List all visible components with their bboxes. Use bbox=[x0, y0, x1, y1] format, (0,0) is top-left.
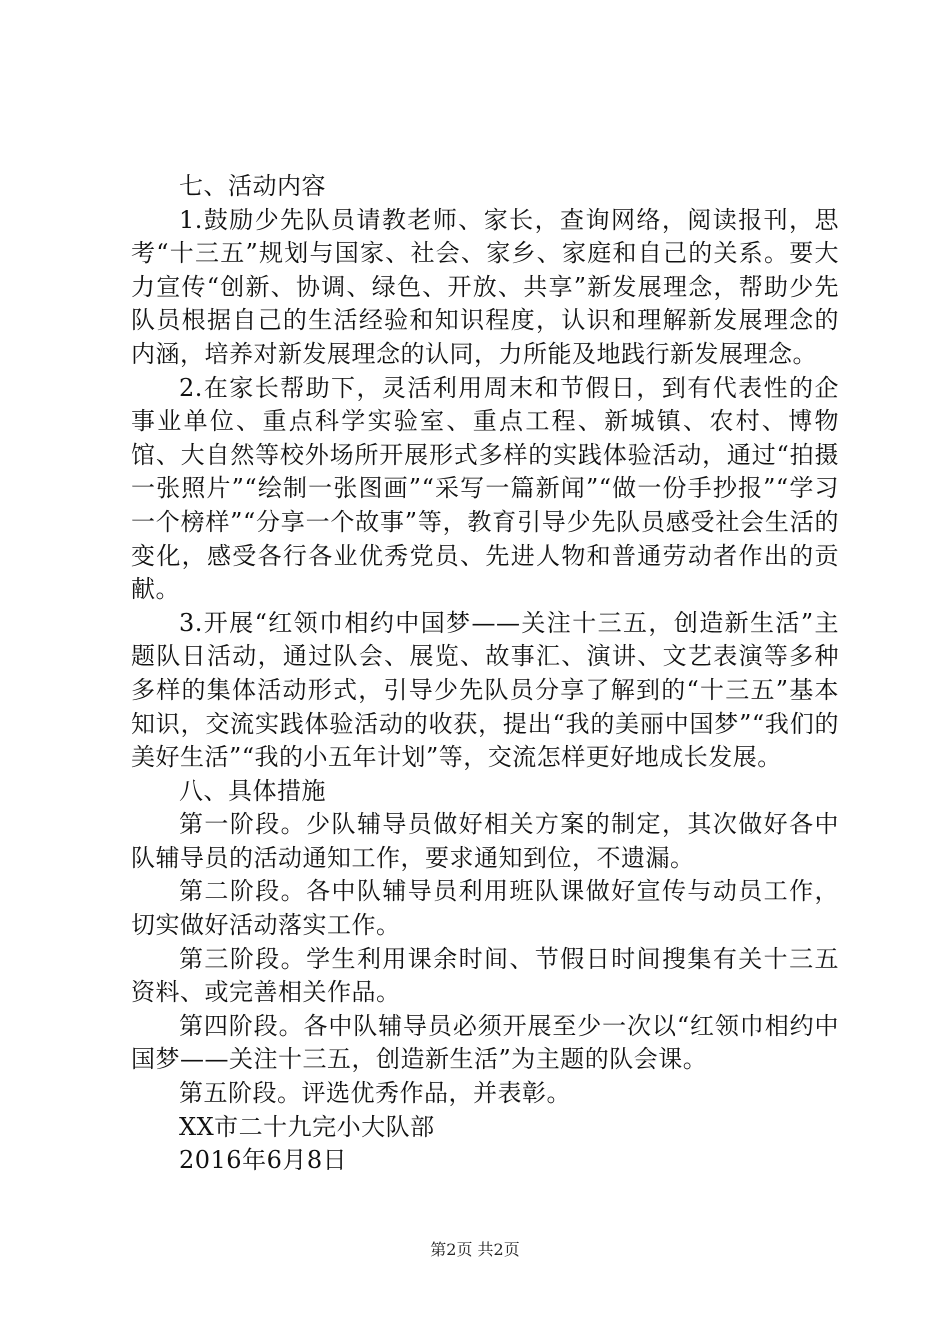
document-body bbox=[131, 170, 839, 1178]
signature-date: 2016年6月8日 bbox=[179, 1146, 348, 1175]
stage-1-paragraph: 第一阶段。少队辅导员做好相关方案的制定，其次做好各中队辅导员的活动通知工作，要求通知到位，不遗漏。 bbox=[131, 810, 839, 872]
stage-3-paragraph: 第三阶段。学生利用课余时间、节假日时间搜集有关十三五资料、或完善相关作品。 bbox=[131, 944, 839, 1007]
paragraph-item-1: 1.鼓励少先队员请教老师、家长，查询网络，阅读报刊，思考“十三五”规划与国家、社会、家乡、家庭和自己的关系。要大力宣传“创新、协调、绿色、开放、共享”新发展理念，帮助少先队员根据自己的生活经验和知识程度，认识和理解新发展理念的内涵，培养对新发展理念的认同，力所能及地践行新发展理念。 bbox=[131, 205, 839, 368]
paragraph-item-2: 2.在家长帮助下，灵活利用周末和节假日，到有代表性的企事业单位、重点科学实验室、重点工程、新城镇、农村、博物馆、大自然等校外场所开展形式多样的实践体验活动，通过“拍摄一张照片”“绘制一张图画”“采写一篇新闻”“做一份手抄报”“学习一个榜样”“分享一个故事”等，教育引导少先队员感受社会生活的变化，感受各行各业优秀党员、先进人物和普通劳动者作出的贡献。 bbox=[131, 373, 839, 604]
signature-organization: XX市二十九完小大队部 bbox=[179, 1112, 435, 1141]
stage-4-paragraph: 第四阶段。各中队辅导员必须开展至少一次以“红领巾相约中国梦——关注十三五，创造新生活”为主题的队会课。 bbox=[131, 1011, 839, 1074]
stage-2-paragraph: 第二阶段。各中队辅导员利用班队课做好宣传与动员工作，切实做好活动落实工作。 bbox=[131, 877, 839, 940]
page-number-footer: 第2页 共2页 bbox=[430, 1240, 520, 1259]
section-heading-specific-measures: 八、具体措施 bbox=[179, 776, 326, 805]
stage-5-paragraph: 第五阶段。评选优秀作品，并表彰。 bbox=[179, 1079, 571, 1108]
section-heading-activity-content: 七、活动内容 bbox=[179, 172, 326, 200]
paragraph-item-3: 3.开展“红领巾相约中国梦——关注十三五，创造新生活”主题队日活动，通过队会、展览、故事汇、演讲、文艺表演等多种多样的集体活动形式，引导少先队员分享了解到的“十三五”基本知识，交流实践体验活动的收获，提出“我的美丽中国梦”“我们的美好生活”“我的小五年计划”等，交流怎样更好地成长发展。 bbox=[131, 608, 839, 772]
